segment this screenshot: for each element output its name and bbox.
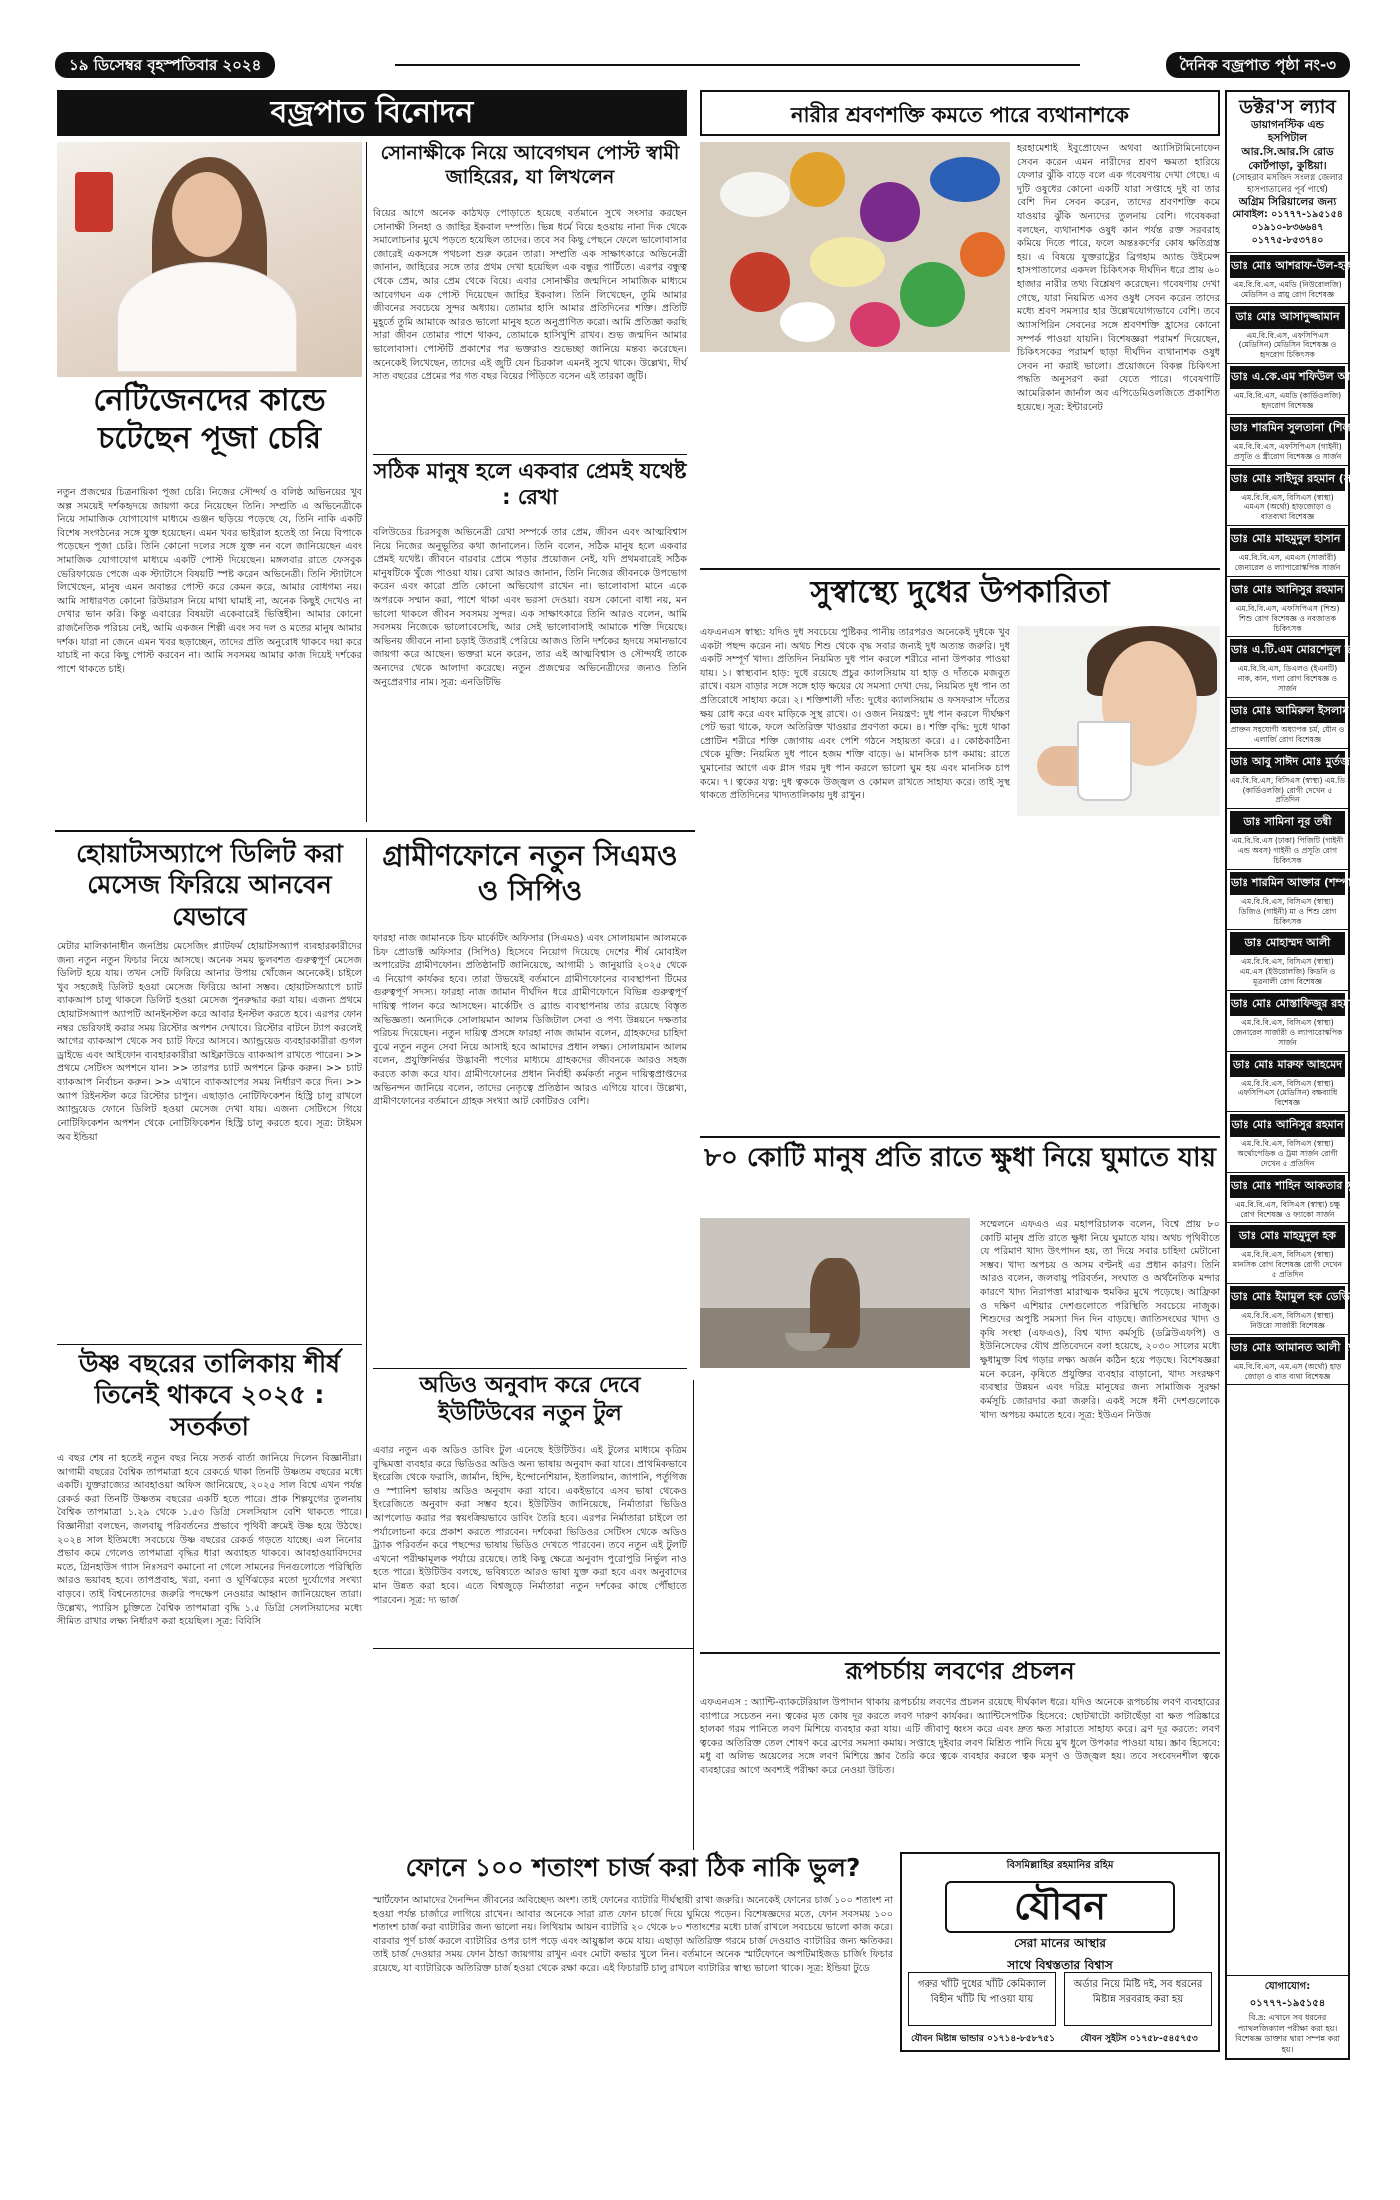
divider: [373, 454, 687, 455]
doctor-entry: [1227, 253, 1352, 304]
rekha-body: বলিউডের চিরসবুজ অভিনেত্রী রেখা সম্পর্কে তার প্রেম, জীবন এবং আত্মবিশ্বাস নিয়ে নিজের অনুভূতির কথা জানালেন। তিনি বলেন, সঠিক মানুষ হলে একবার প্রেমই যথেষ্ট। জীবনে বারবার প্রেমে পড়ার প্রয়োজন নেই, যদি প্রথমবারেই সঠিক মানুষটিকে খুঁজে পাওয়া যায়। রেখা আরও জানান, তিনি নিজের জীবনকে উপভোগ করেন এবং কারো প্রতি কোনো অভিযোগ রাখেন না। ভালোবাসা মানে একে অপরকে সম্মান করা, পাশে থাকা এবং ভরসা দেওয়া। বয়স কোনো বাধা নয়, মন ভালো থাকলে জীবন সবসময় সুন্দর। এক সাক্ষাৎকারে তিনি আরও বলেন, আমি সবসময় নিজেকে ভালোবেসেছি, আর সেই ভালোবাসাই আমাকে শক্তি দিয়েছে। অভিনয় জীবনে নানা চড়াই উতরাই পেরিয়ে আজও তিনি দর্শকের হৃদয়ে সমানভাবে জায়গা করে আছেন। ভক্তরা মনে করেন, তার এই আত্মবিশ্বাস ও সৌন্দর্যই তাকে অন্যদের থেকে আলাদা করেছে। নতুন প্রজন্মের অভিনেত্রীদের জন্যও তিনি অনুপ্রেরণার নাম। সূত্র: এনডিটিভি: [373, 527, 687, 688]
doctor-degree: এম.বি.বি.এস, এমএস (সার্জারী) জেনারেল ও ল্যাপারোস্কপিক সার্জন: [1234, 553, 1341, 572]
whatsapp-headline: হোয়াটসঅ্যাপে ডিলিট করা মেসেজ ফিরিয়ে আনবেন যেভাবে: [76, 839, 343, 931]
doctor-entry: [1227, 870, 1357, 931]
lab-phone-3: ০১৭৭৫-৮৫৩৭৪০: [1251, 234, 1324, 246]
lab-subtitle: ডায়াগনস্টিক এন্ড হসপিটাল: [1250, 118, 1325, 145]
divider: [700, 1652, 1220, 1654]
doctor-degree: এম.বি.বি.এস, এম.এস (অর্থো) হাড় জোড়া ও বাত ব্যথা বিশেষজ্ঞ: [1233, 1361, 1342, 1381]
doctor-degree: এম.বি.বি.এস, বিসিএস (স্বাস্থ্য) চক্ষু রোগ বিশেষজ্ঞ ও ফ্যাকো সার্জন: [1234, 1199, 1341, 1219]
doctor-degree: এম.বি.বি.এস, বিসিএস (স্বাস্থ্য) এমএস (অর্থো) হাড়জোড়া ও বাতব্যথা বিশেষজ্ঞ: [1241, 492, 1334, 522]
doctor-entry: [1227, 930, 1348, 991]
lab-title: ডক্টর'স ল্যাব: [1239, 96, 1336, 118]
doctor-name: ডাঃ এ.কে.এম শফিউল আলম: [1230, 366, 1345, 389]
charge-headline: ফোনে ১০০ শতাংশ চার্জ করা ঠিক নাকি ভুল?: [405, 1853, 861, 1882]
doctor-entry: [1227, 1284, 1358, 1335]
ad-slogan-1: সেরা মানের আস্থার: [1014, 1935, 1106, 1950]
ad-address-left: যৌবন মিষ্টান্ন ভান্ডার ০১৭১৪-৮৫৮৭৫১: [911, 2034, 1055, 2044]
lab-phone-1: মোবাইল: ০১৭৭৭-১৯৫১৫৪: [1232, 209, 1343, 221]
lab-address-3: (সোহরাব মসজিদ সংলগ্ন জেলার হাসপাতালের পূর্ব পার্শ্বে): [1232, 173, 1343, 195]
milk-headline: সুস্বাস্থ্যে দুধের উপকারিতা: [810, 575, 1110, 610]
contact-phone: যোগাযোগ: ০১৭৭৭-১৯৫১৫৪: [1249, 1981, 1326, 2010]
puja-cherry-photo: [57, 142, 362, 377]
youtube-body: এবার নতুন এক অডিও ডাবিং টুল এনেছে ইউটিউব। এই টুলের মাধ্যমে কৃত্রিম বুদ্ধিমত্তা ব্যবহার করে ভিডিওর অডিও অন্য ভাষায় অনুবাদ করা যাবে। প্রাথমিকভাবে ইংরেজি থেকে ফরাসি, জার্মান, হিন্দি, ইন্দোনেশিয়ান, ইতালিয়ান, জাপানি, পর্তুগিজ ও স্প্যানিশ ভাষায় অডিও অনুবাদ করা যাবে। একইভাবে এসব ভাষা থেকেও ইংরেজিতে অনুবাদ করা সম্ভব হবে। ইউটিউব জানিয়েছে, নির্মাতারা ভিডিও আপলোড করার পর স্বয়ংক্রিয়ভাবে ডাবিং তৈরি হবে। এরপর নির্মাতারা চাইলে তা পর্যালোচনা করে প্রকাশ করতে পারবেন। দর্শকেরা ভিডিওর সেটিংস থেকে অডিও ট্র্যাক পরিবর্তন করে পছন্দের ভাষায় ভিডিও দেখতে পারবেন। তবে নতুন এই টুলটি এখনো পরীক্ষামূলক পর্যায়ে রয়েছে। তাই কিছু ক্ষেত্রে অনুবাদ পুরোপুরি নির্ভুল নাও হতে পারে। ইউটিউব বলছে, ভবিষ্যতে আরও ভাষা যুক্ত করা হবে এবং অনুবাদের মান উন্নত করা হবে। এতে বিশ্বজুড়ে নির্মাতারা নতুন দর্শকের কাছে পৌঁছাতে পারবেন। সূত্র: দ্য ভার্জ: [373, 1445, 687, 1606]
woman-drinking-milk-photo: [1017, 626, 1220, 816]
doctor-degree: এম.বি.বি.এস, বিসিএস (স্বাস্থ্য) ডিজিও (গাইনী) মা ও শিশু রোগ চিকিৎসক: [1238, 896, 1337, 926]
doctor-entry: [1227, 1173, 1367, 1224]
doctor-degree: এম.বি.বি.এস, বিসিএস (স্বাস্থ্য) মানসিক রোগ বিশেষজ্ঞ রোগী দেখেন ৫ প্রতিদিন: [1232, 1250, 1343, 1280]
doctor-name: ডাঃ মোঃ আশরাফ-উল-হক: [1230, 255, 1345, 278]
hungry-child-photo: [700, 1218, 970, 1368]
doctor-name: ডাঃ আবু সাঈদ মোঃ মুর্তজা: [1230, 751, 1345, 774]
doctor-entry: [1227, 466, 1366, 527]
doctor-name: ডাঃ মোঃ মোস্তাফিজুর রহমান: [1230, 993, 1345, 1016]
doctor-name: ডাঃ মোঃ মাহমুদুল হক: [1230, 1225, 1345, 1248]
doctor-entry: [1227, 415, 1359, 466]
doctor-entry: [1227, 526, 1384, 577]
hearing-body: হরহামেশাই ইবুপ্রোফেন অথবা অ্যাসিটামিনোফেন সেবন করেন এমন নারীদের শ্রবণ ক্ষমতা হারিয়ে ফেলার ঝুঁকি বাড়ে বলে এক গবেষণায় দেখা গেছে। এ দুটি ওষুধের কোনো একটি যারা সপ্তাহে দুই বা তার বেশি দিন সেবন করেন, তাদের শ্রবণশক্তি কমে যাওয়ার ঝুঁকি অন্যদের তুলনায় বেশি। গবেষকরা বলছেন, ব্যথানাশক ওষুধ কান পর্যন্ত রক্ত সরবরাহ কমিয়ে দিতে পারে, ফলে অন্তঃকর্ণের কোষ ক্ষতিগ্রস্ত হয়। এ বিষয়ে যুক্তরাষ্ট্রের ব্রিগহাম অ্যান্ড উইমেন্স হাসপাতালের একদল চিকিৎসক দীর্ঘদিন ধরে প্রায় ৬০ হাজার নারীর তথ্য বিশ্লেষণ করেছেন। গবেষণায় দেখা গেছে, যারা নিয়মিত এসব ওষুধ সেবন করেন তাদের মধ্যে শ্রবণ সমস্যার হার উল্লেখযোগ্যভাবে বেশি। তবে অ্যাসপিরিন সেবনের সঙ্গে শ্রবণশক্তি হ্রাসের কোনো সম্পর্ক পাওয়া যায়নি। বিশেষজ্ঞরা পরামর্শ দিয়েছেন, চিকিৎসকের পরামর্শ ছাড়া দীর্ঘদিন ব্যথানাশক ওষুধ সেবন না করাই ভালো। প্রয়োজনে বিকল্প চিকিৎসা পদ্ধতি অনুসরণ করা যেতে পারে। গবেষণাটি আমেরিকান জার্নাল অব এপিডেমিওলজিতে প্রকাশিত হয়েছে। সূত্র: ইন্টারনেট: [1017, 143, 1220, 413]
hearing-body-2: [700, 356, 1010, 562]
doctor-entry: [1227, 1223, 1348, 1284]
doctor-entry: [1227, 991, 1359, 1052]
doctor-degree: প্রাক্তন সহযোগী অধ্যাপক চর্ম, যৌন ও এলার্জি রোগ বিশেষজ্ঞ: [1230, 724, 1345, 744]
doctor-entry: [1227, 698, 1348, 749]
lab-serial-note: অগ্রিম সিরিয়ালের জন্য: [1238, 195, 1337, 208]
doctor-degree: এম.বি.বি.এস, এফসিপিএস (গাইনী) প্রসূতি ও স্ত্রীরোগ বিশেষজ্ঞ ও সার্জন: [1233, 441, 1342, 461]
paper-page-number: দৈনিক বজ্রপাত পৃষ্ঠা নং-৩: [1166, 52, 1350, 78]
lab-phone-2: ০১৯১০-৮৩৬৬৪৭: [1251, 222, 1324, 234]
doctor-entry: [1227, 304, 1348, 365]
doctor-name: ডাঃ শারমিন আক্তার (শম্পা): [1230, 872, 1345, 895]
section-rule: [55, 830, 695, 832]
hottest-year-body: এ বছর শেষ না হতেই নতুন বছর নিয়ে সতর্ক বার্তা জানিয়ে দিলেন বিজ্ঞানীরা। আগামী বছরের বৈশ্বিক তাপমাত্রা হবে রেকর্ডে থাকা তিনটি উষ্ণতম বছরের মধ্যে একটি। যুক্তরাজ্যের আবহাওয়া অফিস জানিয়েছে, ২০২৫ সাল বিশ্বে এখন পর্যন্ত রেকর্ড করা তিনটি উষ্ণতম বছরের একটি হতে পারে। প্রাক শিল্পযুগের তুলনায় বৈশ্বিক তাপমাত্রা ১.২৯ থেকে ১.৫৩ ডিগ্রি সেলসিয়াস বেশি থাকতে পারে। বিজ্ঞানীরা বলছেন, জলবায়ু পরিবর্তনের প্রভাবে পৃথিবী ক্রমেই উষ্ণ হয়ে উঠছে। ২০২৪ সাল ইতিমধ্যে সবচেয়ে উষ্ণ বছরের রেকর্ড গড়তে যাচ্ছে। এল নিনোর প্রভাব কমে গেলেও তাপমাত্রা বৃদ্ধির ধারা অব্যাহত থাকবে। আবহাওয়াবিদদের মতে, গ্রিনহাউস গ্যাস নিঃসরণ কমানো না গেলে সামনের দিনগুলোতে পরিস্থিতি আরও ভয়াবহ হবে। তাপপ্রবাহ, খরা, বন্যা ও ঘূর্ণিঝড়ের মতো দুর্যোগের সংখ্যা বাড়বে। তাই বিশ্বনেতাদের জরুরি পদক্ষেপ নেওয়ার আহ্বান জানিয়েছেন তারা। উল্লেখ্য, প্যারিস চুক্তিতে বৈশ্বিক তাপমাত্রা বৃদ্ধি ১.৫ ডিগ্রি সেলসিয়াসের মধ্যে সীমিত রাখার লক্ষ্য নির্ধারণ করা হয়েছিল। সূত্র: বিবিসি: [57, 1453, 362, 1628]
doctor-name: ডাঃ মোঃ সাইদুর রহমান (সাদ): [1230, 468, 1345, 491]
divider: [700, 568, 1220, 570]
doctor-degree: এম.বি.বি.এস, বিসিএস (স্বাস্থ্য) অর্থোপেডিক ও ট্রমা সার্জন রোগী দেখেন ৫ প্রতিদিন: [1237, 1139, 1338, 1168]
divider: [57, 1344, 362, 1345]
footer-note: বি.দ্র: এখানে সব ধরনের প্যাথলজিক্যাল পরীক্ষা করা হয়। বিশেষজ্ঞ ডাক্তার দ্বারা সম্পন্ন করা হয়।: [1235, 2013, 1340, 2054]
puja-headline: নেটিজেনদের কান্ডে চটেছেন পূজা চেরি: [93, 383, 326, 456]
doctor-degree: এম.বি.বি.এস, এফসিপিএস (শিশু) শিশু রোগ বিশেষজ্ঞ ও নবজাতক চিকিৎসক: [1235, 603, 1340, 633]
doctor-degree: এম.বি.বি.এস, বিসিএস (স্বাস্থ্য) এফসিপিএস (মেডিসিন) বক্ষব্যাধি বিশেষজ্ঞ: [1237, 1078, 1338, 1108]
salt-headline: রূপচর্চায় লবণের প্রচলন: [845, 1657, 1075, 1685]
doctor-entry: [1227, 637, 1396, 698]
doctor-list: [1227, 253, 1396, 1386]
lab-info: [1227, 92, 1348, 253]
doctor-name: ডাঃ মোঃ আসাদুজ্জামান: [1230, 306, 1345, 329]
doctor-entry: [1227, 1052, 1348, 1113]
doctor-entry: [1227, 1112, 1348, 1173]
doctor-name: ডাঃ মোঃ আনিসুর রহমান: [1230, 579, 1345, 602]
doctor-name: ডাঃ মোঃ আমানত আলী শেখ: [1230, 1337, 1345, 1360]
ad-address-right: যৌবন সুইটস ০১৭৫৮-৫৪৫৭৫৩: [1080, 2034, 1198, 2044]
vertical-rule: [693, 1380, 694, 1850]
whatsapp-body: মেটার মালিকানাধীন জনপ্রিয় মেসেজিং প্ল্যাটফর্ম হোয়াটসঅ্যাপ ব্যবহারকারীদের জন্য নতুন নতুন ফিচার নিয়ে আসছে। অনেক সময় ভুলবশত গুরুত্বপূর্ণ মেসেজ ডিলিট হয়ে যায়। তখন সেটি ফিরিয়ে আনার উপায় খোঁজেন অনেকেই। চাইলে খুব সহজেই ডিলিট হওয়া মেসেজ ফিরিয়ে আনা সম্ভব। হোয়াটসঅ্যাপে চ্যাট ব্যাকআপ চালু থাকলে ডিলিট হওয়া মেসেজ পুনরুদ্ধার করা যায়। এজন্য প্রথমে হোয়াটসঅ্যাপ অ্যাপটি আনইনস্টল করে আবার ইনস্টল করতে হবে। এরপর ফোন নম্বর ভেরিফাই করার সময় রিস্টোর অপশন দেখাবে। রিস্টোর বাটনে ট্যাপ করলেই আগের ব্যাকআপ থেকে সব চ্যাট ফিরে আসবে। অ্যান্ড্রয়েড ব্যবহারকারীরা গুগল ড্রাইভে এবং আইফোন ব্যবহারকারীরা আইক্লাউডে ব্যাকআপ রাখতে পারেন। >> প্রথমে সেটিংস অপশনে যান। >> তারপর চ্যাট অপশনে ক্লিক করুন। >> চ্যাট ব্যাকআপ নির্বাচন করুন। >> এখানে ব্যাকআপের সময় নির্ধারণ করে দিন। >> অ্যাপ রিইনস্টল করে রিস্টোর চাপুন। এছাড়াও নোটিফিকেশন হিস্ট্রি চালু রাখলে অ্যান্ড্রয়েড ফোনে ডিলিট হওয়া মেসেজ দেখা যায়। এজন্য সেটিংসে গিয়ে নোটিফিকেশন অপশন থেকে নোটিফিকেশন হিস্ট্রি চালু করতে হবে। সূত্র: টাইমস অব ইন্ডিয়া: [57, 941, 362, 1143]
lab-address-2: কোর্টপাড়া, কুষ্টিয়া।: [1248, 159, 1327, 172]
lab-address-1: আর.সি.আর.সি রোড: [1241, 146, 1334, 159]
doctor-name: ডাঃ মোঃ শাহিন আকতার সুমন: [1230, 1175, 1345, 1198]
doctor-degree: এম.বি.বি.এস, বিসিএস (স্বাস্থ্য) জেনারেল সার্জারী ও ল্যাপারোস্কপিক সার্জন: [1232, 1018, 1343, 1047]
ad-box-right: অর্ডার নিয়ে মিষ্টি দই, সব ধরনের মিষ্টান্ন সরবরাহ করা হয়: [1064, 1972, 1212, 2026]
doctor-degree: এম.বি.বি.এস, এমডি (কার্ডিওলজি) হৃদরোগ বিশেষজ্ঞ: [1233, 391, 1342, 410]
doctor-entry: [1227, 577, 1348, 638]
jouban-advertisement: [900, 1852, 1220, 2052]
doctor-degree: এম.বি.বি.এস, বিসিএস (স্বাস্থ্য) এম.ডি (কার্ডিওলজি) রোগী দেখেন ৫ প্রতিদিন: [1230, 775, 1346, 805]
hunger-headline: ৮০ কোটি মানুষ প্রতি রাতে ক্ষুধা নিয়ে ঘুমাতে যায়: [704, 1143, 1216, 1173]
vertical-rule: [366, 838, 367, 1518]
sidebar-footer: [1227, 1975, 1348, 2058]
doctor-degree: এম.বি.বি.এস, বিসিএস (স্বাস্থ্য) নিউরো সার্জারী বিশেষজ্ঞ: [1241, 1311, 1334, 1330]
doctor-name: ডাঃ সামিনা নূর তন্বী: [1230, 811, 1345, 834]
grameenphone-body: ফারহা নাজ জামানকে চিফ মার্কেটিং অফিসার (সিএমও) এবং সোলায়মান আলমকে চিফ প্রোডাক্ট অফিসার (সিপিও) হিসেবে নিয়োগ দিয়েছে দেশের শীর্ষ মোবাইল অপারেটর গ্রামীণফোন। প্রতিষ্ঠানটি জানিয়েছে, আগামী ১ জানুয়ারি ২০২৫ থেকে এ নিয়োগ কার্যকর হবে। তারা উভয়েই বর্তমানে গ্রামীণফোনের ব্যবস্থাপনা টিমের গুরুত্বপূর্ণ সদস্য। ফারহা নাজ জামান দীর্ঘদিন ধরে গ্রামীণফোনে বিভিন্ন গুরুত্বপূর্ণ দায়িত্ব পালন করে আসছেন। মার্কেটিং ও ব্র্যান্ড ব্যবস্থাপনায় তার রয়েছে বিস্তৃত অভিজ্ঞতা। অন্যদিকে সোলায়মান আলম ডিজিটাল সেবা ও পণ্য উন্নয়নে দক্ষতার পরিচয় দিয়েছেন। নতুন দায়িত্ব প্রসঙ্গে ফারহা নাজ জামান বলেন, গ্রাহকদের চাহিদা বুঝে নতুন নতুন সেবা নিয়ে আসাই হবে আমাদের প্রধান লক্ষ্য। সোলায়মান আলম বলেন, প্রযুক্তিনির্ভর উদ্ভাবনী পণ্যের মাধ্যমে গ্রাহকদের জীবনকে আরও সহজ করতে কাজ করে যাব। গ্রামীণফোনের প্রধান নির্বাহী কর্মকর্তা নতুন দায়িত্বপ্রাপ্তদের অভিনন্দন জানিয়ে বলেন, তাদের নেতৃত্বে প্রতিষ্ঠান আরও এগিয়ে যাবে। উল্লেখ্য, গ্রামীণফোনের বর্তমানে গ্রাহক সংখ্যা আট কোটিরও বেশি।: [373, 933, 687, 1108]
doctor-entry: [1227, 1335, 1363, 1386]
doctor-name: ডাঃ মোঃ আনিসুর রহমান: [1230, 1114, 1345, 1137]
milk-body: এফএনএস স্বাস্থ্য: যদিও দুধ সবচেয়ে পুষ্টিকর পানীয় তারপরও অনেকেই দুধকে খুব একটা পছন্দ করেন না। অথচ শিশু থেকে বৃদ্ধ সবার জন্যই দুধ অত্যন্ত জরুরি। দুধ একটি সম্পূর্ণ খাদ্য। প্রতিদিন নিয়মিত দুধ পান করলে শরীরে নানা উপকার পাওয়া যায়। ১। স্বাস্থ্যবান হাড়: দুধে রয়েছে প্রচুর ক্যালসিয়াম যা হাড় ও দাঁতকে মজবুত রাখে। বয়স বাড়ার সঙ্গে সঙ্গে হাড় ক্ষয়ের যে সমস্যা দেখা দেয়, নিয়মিত দুধ পান তা প্রতিরোধে সাহায্য করে। ২। শক্তিশালী দাঁত: দুধের ক্যালসিয়াম ও ফসফরাস দাঁতের ক্ষয় রোধ করে এবং মাড়িকে সুস্থ রাখে। ৩। ওজন নিয়ন্ত্রণ: দুধ পান করলে দীর্ঘক্ষণ পেট ভরা থাকে, ফলে অতিরিক্ত খাওয়ার প্রবণতা কমে। ৪। শক্তি বৃদ্ধি: দুধে থাকা প্রোটিন শরীরে শক্তি জোগায় এবং পেশি গঠনে সহায়তা করে। ৫। কোষ্ঠকাঠিন্য থেকে মুক্তি: নিয়মিত দুধ পানে হজম শক্তি বাড়ে। ৬। মানসিক চাপ কমায়: রাতে ঘুমানোর আগে এক গ্লাস গরম দুধ পান করলে ভালো ঘুম হয় এবং মানসিক চাপ কমে। ৭। ত্বকের যত্ন: দুধ ত্বককে উজ্জ্বল ও কোমল রাখতে সাহায্য করে। তাই সুস্থ থাকতে প্রতিদিনের খাদ্যতালিকায় দুধ রাখুন।: [700, 627, 1010, 802]
salt-body: এফএনএস : অ্যান্টি-ব্যাকটেরিয়াল উপাদান থাকায় রূপচর্চায় লবণের প্রচলন রয়েছে দীর্ঘকাল ধরে। যদিও অনেকে রূপচর্চায় লবণ ব্যবহারের ব্যাপারে সচেতন নন। ত্বকের মৃত কোষ দূর করতে লবণ দারুণ কার্যকর। অ্যান্টিসেপটিক হিসেবে: ছোটখাটো কাটাছেঁড়া বা ক্ষত পরিষ্কারে হালকা গরম পানিতে লবণ মিশিয়ে ব্যবহার করা যায়। এটি জীবাণু ধ্বংস করে এবং দ্রুত ক্ষত সারাতে সাহায্য করে। ব্রণ দূর করতে: লবণ ত্বকের অতিরিক্ত তেল শোষণ করে ব্রণের সমস্যা কমায়। সপ্তাহে দুইবার লবণ মিশ্রিত পানি দিয়ে মুখ ধুলে উপকার পাওয়া যায়। স্ক্রাব হিসেবে: মধু বা অলিভ অয়েলের সঙ্গে লবণ মিশিয়ে স্ক্রাব তৈরি করে ত্বকে ব্যবহার করলে ত্বক মসৃণ ও উজ্জ্বল হয়। তবে সংবেদনশীল ত্বকে ব্যবহারের আগে অবশ্যই পরীক্ষা করে নেওয়া উচিত।: [700, 1697, 1220, 1777]
doctors-lab-sidebar: [1225, 90, 1396, 2060]
grameenphone-headline: গ্রামীণফোনে নতুন সিএমও ও সিপিও: [382, 839, 678, 907]
doctor-entry: [1227, 749, 1353, 810]
doctor-name: ডাঃ এ.টি.এম মোরশেদুল হক (রিপন): [1230, 639, 1345, 662]
divider: [373, 1368, 687, 1369]
issue-date: ১৯ ডিসেম্বর বৃহস্পতিবার ২০২৪: [55, 52, 275, 78]
doctor-name: ডাঃ মোঃ মারুফ আহমেদ: [1230, 1054, 1345, 1077]
ad-slogan-2: সাথে বিশ্বস্ততার বিশ্বাস: [1007, 1957, 1113, 1972]
header-rule: [395, 64, 1080, 66]
page-header: [55, 50, 1350, 80]
charge-body: স্মার্টফোন আমাদের দৈনন্দিন জীবনের অবিচ্ছেদ্য অংশ। তাই ফোনের ব্যাটারি দীর্ঘস্থায়ী রাখা জরুরি। অনেকেই ফোনের চার্জ ১০০ শতাংশ না হওয়া পর্যন্ত চার্জারে লাগিয়ে রাখেন। আবার অনেকে সারা রাত ফোন চার্জে দিয়ে ঘুমিয়ে পড়েন। বিশেষজ্ঞদের মতে, ফোন সবসময় ১০০ শতাংশ চার্জ করা ব্যাটারির জন্য ভালো নয়। লিথিয়াম আয়ন ব্যাটারি ২০ থেকে ৮০ শতাংশের মধ্যে চার্জ রাখলে সবচেয়ে ভালো কাজ করে। বারবার পূর্ণ চার্জ করলে ব্যাটারির ওপর চাপ পড়ে এবং আয়ুষ্কাল কমে যায়। এছাড়া অতিরিক্ত গরমে চার্জ দেওয়াও ব্যাটারির জন্য ক্ষতিকর। তাই চার্জ দেওয়ার সময় ফোন ঠান্ডা জায়গায় রাখুন এবং মোটা কভার খুলে নিন। বর্তমানে অনেক স্মার্টফোনে অপটিমাইজড চার্জিং ফিচার রয়েছে, যা ব্যাটারিকে অতিরিক্ত চার্জ হওয়া থেকে রক্ষা করে। এই ফিচারটি চালু রাখলে ব্যাটারির স্বাস্থ্য ভালো থাকে। সূত্র: ইন্ডিয়া টুডে: [373, 1895, 893, 1975]
doctor-name: ডাঃ শারমিন সুলতানা (শিলা): [1230, 417, 1345, 440]
youtube-headline: অডিও অনুবাদ করে দেবে ইউটিউবের নতুন টুল: [419, 1373, 641, 1426]
hunger-body: সম্মেলনে এফএও এর মহাপরিচালক বলেন, বিশ্বে প্রায় ৮০ কোটি মানুষ প্রতি রাতে ক্ষুধা নিয়ে ঘুমাতে যায়। অথচ পৃথিবীতে যে পরিমাণ খাদ্য উৎপাদন হয়, তা দিয়ে সবার চাহিদা মেটানো সম্ভব। খাদ্য অপচয় ও অসম বণ্টনই এর প্রধান কারণ। তিনি আরও বলেন, জলবায়ু পরিবর্তন, সংঘাত ও অর্থনৈতিক মন্দার কারণে খাদ্য নিরাপত্তা মারাত্মক হুমকির মুখে পড়েছে। আফ্রিকা ও দক্ষিণ এশিয়ার দেশগুলোতে পরিস্থিতি সবচেয়ে নাজুক। শিশুদের অপুষ্টি সমস্যা দিন দিন বাড়ছে। জাতিসংঘের খাদ্য ও কৃষি সংস্থা (এফএও), বিশ্ব খাদ্য কর্মসূচি (ডব্লিউএফপি) ও ইউনিসেফের যৌথ প্রতিবেদনে বলা হয়েছে, ২০৩০ সালের মধ্যে ক্ষুধামুক্ত বিশ্ব গড়ার লক্ষ্য অর্জন কঠিন হয়ে পড়ছে। বিশেষজ্ঞরা মনে করেন, কৃষিতে প্রযুক্তির ব্যবহার বাড়ানো, খাদ্য সংরক্ষণ ব্যবস্থার উন্নয়ন এবং দরিদ্র মানুষের জন্য সামাজিক সুরক্ষা কর্মসূচি জোরদার করা জরুরি। একই সঙ্গে ধনী দেশগুলোকে খাদ্য অপচয় কমাতে হবে। সূত্র: ইউএন নিউজ: [980, 1219, 1220, 1421]
doctor-name: ডাঃ মোঃ ইমামুল হক ডেভিড: [1230, 1286, 1345, 1309]
pills-photo: [700, 142, 1010, 352]
doctor-name: ডাঃ মোহাম্মদ আলী: [1230, 932, 1345, 955]
doctor-degree: এম.বি.বি.এস, এফসিপিএস (মেডিসিন) মেডিসিন বিশেষজ্ঞ ও হৃদরোগ চিকিৎসক: [1238, 330, 1337, 360]
doctor-name: ডাঃ মোঃ আমিরুল ইসলাম: [1230, 700, 1345, 723]
doctor-entry: [1227, 809, 1348, 870]
doctor-degree: এম.বি.বি.এস, ডিএলও (ইএনটি) নাক, কান, গলা রোগ বিশেষজ্ঞ ও সার্জন: [1237, 664, 1338, 694]
doctor-degree: এম.বি.বি.এস, বিসিএস (স্বাস্থ্য) এম.এস (ইউরোলজি) কিডনি ও মূত্রনালী রোগ বিশেষজ্ঞ: [1239, 957, 1336, 987]
rekha-headline: সঠিক মানুষ হলে একবার প্রেমই যথেষ্ট : রেখা: [373, 459, 687, 510]
vertical-rule: [366, 142, 367, 822]
ad-tagline: বিসমিল্লাহির রহমানির রহিম: [1006, 1860, 1114, 1871]
doctor-entry: [1227, 364, 1365, 415]
divider: [700, 1136, 1220, 1138]
section-rule: [373, 1648, 693, 1649]
doctor-degree: এম.বি.বি.এস (ঢাকা) পিজিটি (গাইনী এন্ড অবস) গাইনী ও প্রসূতি রোগ চিকিৎসক: [1231, 836, 1344, 865]
doctor-degree: এম.বি.বি.এস, এমডি (নিউরোলজি) মেডিসিন ও স্নায়ু রোগ বিশেষজ্ঞ: [1233, 279, 1342, 299]
section-banner: বজ্রপাত বিনোদন: [57, 90, 687, 136]
ad-brand-name: যৌবন: [945, 1881, 1175, 1933]
puja-body: নতুন প্রজন্মের চিত্রনায়িকা পূজা চেরি। নিজের সৌন্দর্য ও বলিষ্ঠ অভিনয়ের খুব অল্প সময়েই দর্শকহৃদয়ে জায়গা করে নিয়েছেন তিনি। সম্প্রতি এ অভিনেত্রীকে নিয়ে সামাজিক যোগাযোগ মাধ্যমে গুঞ্জন ছড়িয়ে পড়েছে যে, তিনি নাকি একটি বিশেষ সংগঠনের সঙ্গে যুক্ত হয়েছেন। এমন খবর ভাইরাল হতেই তা নিয়ে বিপাকে পড়েছেন পূজা চেরি। তিনি কোনো দলের সঙ্গে যুক্ত নন বলে জানিয়েছেন এবং সামাজিক যোগাযোগ মাধ্যমে একটি পোস্ট দিয়েছেন। মঙ্গলবার রাতে ফেসবুক ভেরিফায়েড পেজে এক স্ট্যাটাসে বিষয়টি স্পষ্ট করেন অভিনেত্রী। তিনি স্ট্যাটাসে লিখেছেন, মানুষ এমন অবান্তর পোস্ট করে কেমন করে, আমার বোধগম্য নয়। আমি সাধারণত কোনো রিউমারস নিয়ে মাথা ঘামাই না, অনেক কিছুই দেখেও না দেখার ভান করি। কিন্তু এবারের বিষয়টা একেবারেই ভিত্তিহীন। আমার কোনো রাজনৈতিক পরিচয় নেই, আমি একজন শিল্পী এবং সব দল ও মতের মানুষ আমার দর্শক। যারা না জেনে এমন খবর ছড়াচ্ছেন, তাদের প্রতি অনুরোধ থাকবে দয়া করে যাচাই না করে কিছু পোস্ট করবেন না। আমি সবসময় আমার কাজ দিয়েই দর্শকের পাশে থাকতে চাই।: [57, 487, 362, 675]
hottest-year-headline: উষ্ণ বছরের তালিকায় শীর্ষ তিনেই থাকবে ২০২৫ : সতর্কতা: [79, 1349, 340, 1441]
doctor-name: ডাঃ মোঃ মাহমুদুল হাসান (খোকন): [1230, 528, 1345, 551]
sonakshi-headline: সোনাক্ষীকে নিয়ে আবেগঘন পোস্ট স্বামী জাহিরের, যা লিখলেন: [380, 142, 680, 188]
hearing-headline: নারীর শ্রবণশক্তি কমতে পারে ব্যথানাশকে: [700, 90, 1220, 136]
sonakshi-body: বিয়ের আগে অনেক কাঠখড় পোড়াতে হয়েছে বর্তমানে সুখে সংসার করছেন সোনাক্ষী সিনহা ও জাহির ইকবাল দম্পতি। ভিন্ন ধর্মে বিয়ে হওয়ায় নানা দিক থেকে সমালোচনার মুখে পড়তে হয়েছিল তাদের। তবে সব কিছু পেছনে ফেলে ভালোবাসার জোরেই একসঙ্গে পথচলা শুরু করেন তারা। সম্প্রতি এক সাক্ষাৎকারে অভিনেত্রী জানান, জাহিরের সঙ্গে তার প্রথম দেখা হয়েছিল এক বন্ধুর পার্টিতে। এরপর বন্ধুত্ব থেকে প্রেম, আর প্রেম থেকে বিয়ে। এবার সোনাক্ষীর জন্মদিনে সামাজিক মাধ্যমে আবেগঘন এক পোস্ট দিয়েছেন জাহির ইকবাল। তিনি লিখেছেন, তুমি আমার জীবনের সবচেয়ে সুন্দর অধ্যায়। তোমার হাসি আমার প্রতিদিনের শক্তি। প্রতিটি মুহূর্তে তুমি আমাকে আরও ভালো মানুষ হতে অনুপ্রাণিত করো। আমি প্রতিজ্ঞা করছি সারা জীবন তোমার পাশে থাকব, তোমাকে হাসিখুশি রাখব। শুভ জন্মদিন আমার ভালোবাসা। পোস্টটি প্রকাশের পর ভক্তরাও শুভেচ্ছা জানিয়ে মন্তব্য করেছেন। অনেকেই লিখেছেন, তাদের এই জুটি যেন চিরকাল এমনই সুখে থাকে। উল্লেখ্য, দীর্ঘ সাত বছরের প্রেমের পর গত বছর বিয়ের পিঁড়িতে বসেন এই তারকা জুটি।: [373, 208, 687, 383]
newspaper-page: [55, 50, 1396, 2060]
ad-box-left: গরুর খাঁটি দুধের খাঁটি কেমিক্যাল বিহীন খাঁটি ঘি পাওয়া যায়: [908, 1972, 1056, 2026]
